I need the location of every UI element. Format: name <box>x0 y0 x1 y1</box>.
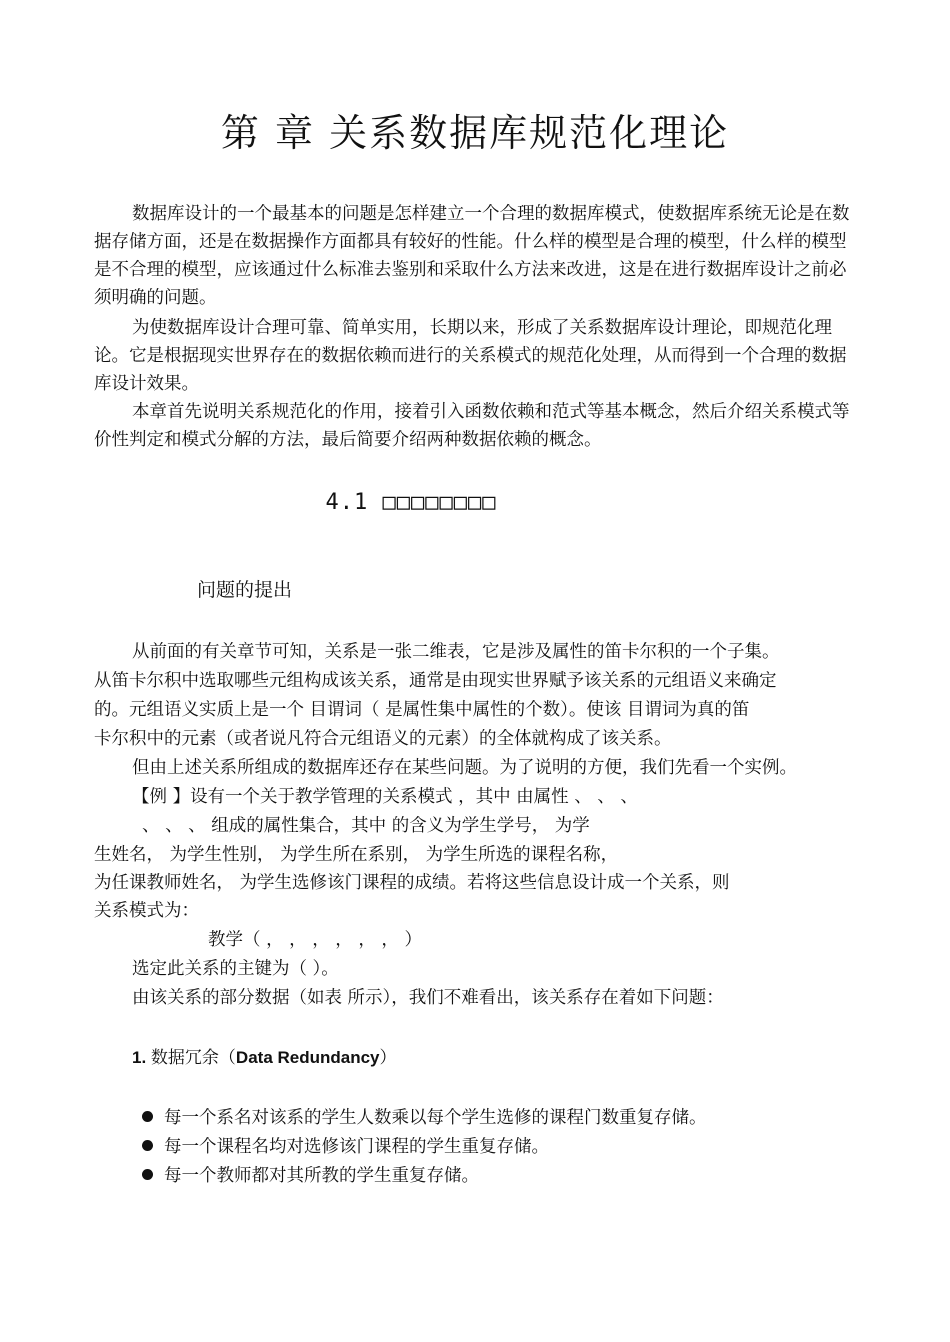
body-line: 由该关系的部分数据（如表 所示），我们不难看出，该关系存在着如下问题： <box>132 988 724 1008</box>
body-line: 的。元组语义实质上是一个 目谓词（ 是属性集中属性的个数）。使该 目谓词为真的笛 <box>94 700 750 720</box>
bullet-text: 每一个课程名均对选修该门课程的学生重复存储。 <box>164 1137 549 1157</box>
intro-paragraph: 为使数据库设计合理可靠、简单实用，长期以来，形成了关系数据库设计理论，即规范化理论。它是根据现实世界存在的数据依赖而进行的关系模式的规范化处理，从而得到一个合理的数据库设计效果。 <box>94 318 847 394</box>
problem-term: Data Redundancy <box>235 1048 380 1067</box>
body-line: 关系模式为： <box>94 901 199 921</box>
body-line: 从笛卡尔积中选取哪些元组构成该关系，通常是由现实世界赋予该关系的元组语义来确定 <box>94 671 777 691</box>
bullet-item <box>142 1104 707 1129</box>
bullet-dot-icon <box>142 1111 153 1122</box>
problem-heading <box>132 1043 397 1068</box>
intro-paragraph: 数据库设计的一个最基本的问题是怎样建立一个合理的数据库模式，使数据库系统无论是在数据存储方面，还是在数据操作方面都具有较好的性能。什么样的模型是合理的模型，什么样的模型是不合理的模型，应该通过什么标准去鉴别和采取什么方法来改进，这是在进行数据库设计之前必须明确的问题。 <box>94 204 850 308</box>
problem-close: ） <box>379 1048 397 1068</box>
body-line: 为任课教师姓名， 为学生选修该门课程的成绩。若将这些信息设计成一个关系，则 <box>94 873 730 893</box>
subsection-heading: 问题的提出 <box>197 579 293 601</box>
bullet-text: 每一个教师都对其所教的学生重复存储。 <box>164 1166 479 1186</box>
body-line: 但由上述关系所组成的数据库还存在某些问题。为了说明的方便，我们先看一个实例。 <box>132 758 797 778</box>
bullet-item <box>142 1133 549 1158</box>
bullet-item <box>142 1162 479 1187</box>
body-line: 从前面的有关章节可知，关系是一张二维表，它是涉及属性的笛卡尔积的一个子集。 <box>132 642 780 662</box>
body-line: 生姓名， 为学生性别， 为学生所在系别， 为学生所选的课程名称， <box>94 845 619 865</box>
section-heading: 4.1 □□□□□□□□ <box>325 490 497 515</box>
relation-schema: 教学（ ， ， ， ， ， ， ） <box>208 930 422 950</box>
body-line: 卡尔积中的元素（或者说凡符合元组语义的元素）的全体就构成了该关系。 <box>94 729 672 749</box>
bullet-dot-icon <box>142 1169 153 1180</box>
bullet-text: 每一个系名对该系的学生人数乘以每个学生选修的课程门数重复存储。 <box>164 1108 707 1128</box>
primary-key-line: 选定此关系的主键为（ ）。 <box>132 959 339 979</box>
example-line: 【例 】设有一个关于教学管理的关系模式 ，其中 由属性 、 、 、 <box>132 787 638 807</box>
problem-label: 数据冗余（ <box>150 1048 236 1068</box>
body-line: 、 、 、 组成的属性集合，其中 的含义为学生学号， 为学 <box>142 816 590 836</box>
chapter-title: 第 章 关系数据库规范化理论 <box>220 111 730 155</box>
bullet-dot-icon <box>142 1140 153 1151</box>
intro-paragraph: 本章首先说明关系规范化的作用，接着引入函数依赖和范式等基本概念，然后介绍关系模式等价性判定和模式分解的方法，最后简要介绍两种数据依赖的概念。 <box>94 402 850 450</box>
problem-number: 1. <box>132 1048 147 1067</box>
